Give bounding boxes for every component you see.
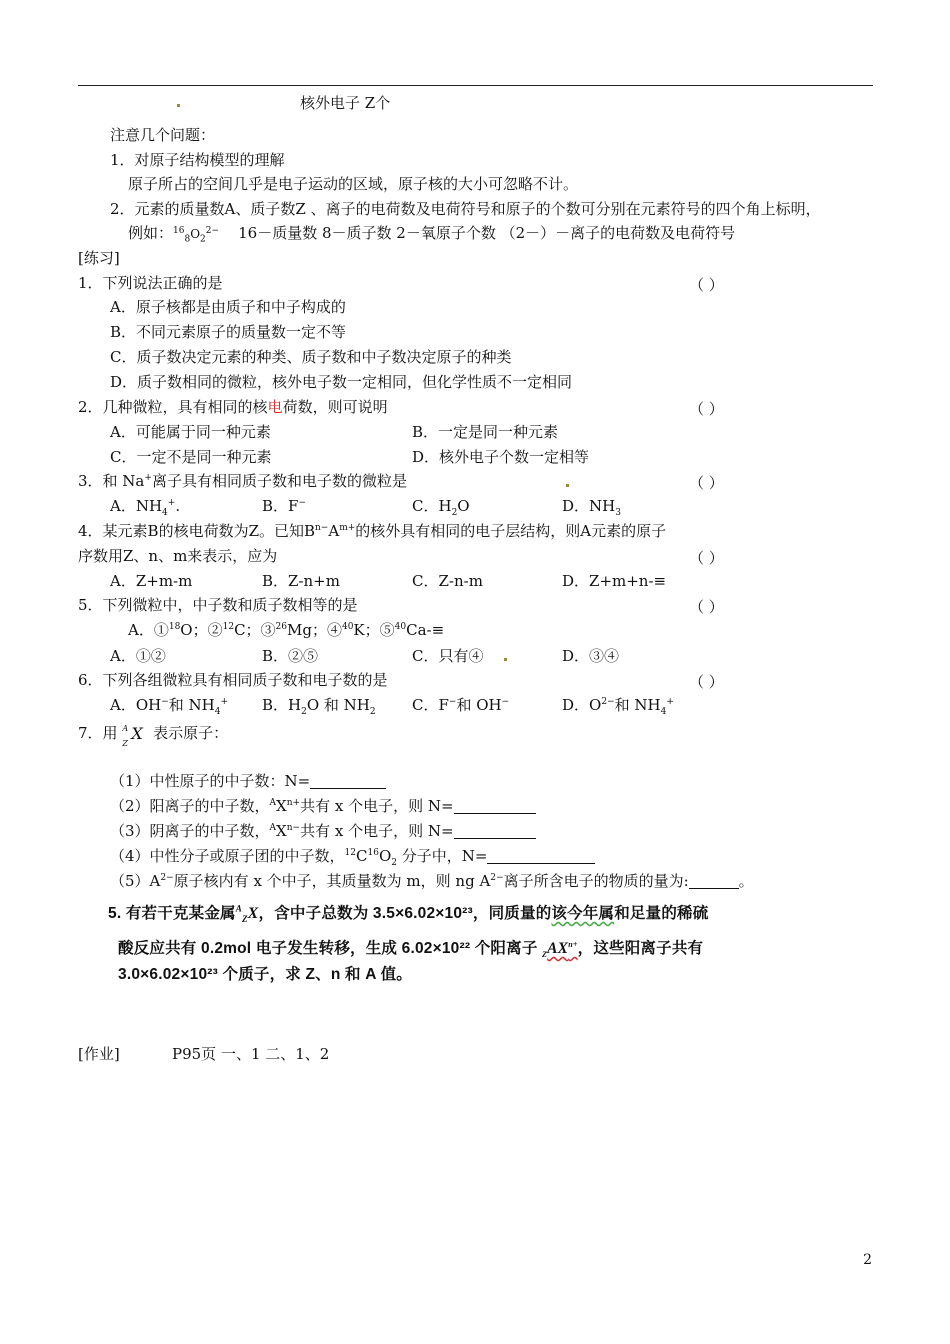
q3-stem: 3．和 Na+离子具有相同质子数和电子数的微粒是: [78, 472, 407, 490]
q4-stem-line2: 序数用Z、n、m来表示，应为: [78, 547, 278, 565]
note-1-body: 原子所占的空间几乎是电子运动的区域，原子核的大小可忽略不计。: [128, 175, 579, 193]
speck: [566, 484, 569, 487]
q1-option-c[interactable]: C．质子数决定元素的种类、质子数和中子数决定原子的种类: [110, 348, 512, 366]
homework-text: P95页 一、1 二、1、2: [172, 1045, 330, 1063]
bold-problem-line-2: 酸反应共有 0.2mol 电子发生转移，生成 6.02×10²² 个阳离子 $_ZAX^{n+}$，这些阳离子共有: [118, 939, 704, 960]
q1-option-b[interactable]: B．不同元素原子的质量数一定不等: [110, 323, 347, 341]
q5-option-a[interactable]: A．①②: [110, 647, 166, 665]
q7-answer-4[interactable]: [487, 849, 595, 864]
speck: [504, 658, 507, 661]
header-text: 核外电子 Z个: [300, 94, 391, 112]
q7-answer-1[interactable]: [310, 774, 386, 789]
q7-answer-3[interactable]: [454, 824, 536, 839]
q5-option-c[interactable]: C．只有④: [412, 647, 484, 665]
q7-answer-2[interactable]: [454, 799, 536, 814]
q6-answer-blank[interactable]: （ ）: [689, 673, 724, 691]
nuclide-symbol: A Z X: [122, 724, 143, 748]
q3-option-a[interactable]: A．$NH_4^+$.: [110, 497, 181, 518]
q6-option-a[interactable]: A．OH−和 $NH_4^+$: [110, 696, 229, 717]
practice-label: [练习]: [78, 249, 120, 267]
q1-answer-blank[interactable]: （ ）: [689, 276, 724, 294]
q4-stem: 4．某元素B的核电荷数为Z。已知$B^{n-}A^{m+}$的核外具有相同的电子层结构，则A元素的原子: [78, 522, 667, 540]
notes-title: 注意几个问题：: [110, 126, 216, 144]
q7-sub-4: （4）中性分子或原子团的中子数，$^{12}C^{16}O_2$ 分子中，N=: [110, 847, 595, 865]
q3-option-d[interactable]: D．$NH_3$: [562, 497, 621, 518]
page-number: 2: [863, 1252, 872, 1268]
q2-option-a[interactable]: A．可能属于同一种元素: [110, 423, 271, 441]
q3-option-b[interactable]: B．F−: [262, 497, 306, 515]
q1-stem: 1．下列说法正确的是: [78, 274, 223, 292]
q5-particle-list: A．①$^{18}$O；②$^{12}$C；③$^{26}$Mg；④$^{40}$K；⑤$^{40}$Ca-≡: [128, 621, 445, 639]
q5-option-d[interactable]: D．③④: [562, 647, 620, 665]
q7-sub-3: （3）阴离子的中子数，$^AX^{n-}$共有 x 个电子，则 N=: [110, 822, 536, 840]
q3-option-c[interactable]: C．$H_2O$: [412, 497, 470, 518]
q2-answer-blank[interactable]: （ ）: [689, 400, 724, 418]
q1-option-a[interactable]: A．原子核都是由质子和中子构成的: [110, 298, 346, 316]
q6-option-d[interactable]: D．$O^{2-}$和 $NH_4^+$: [562, 696, 674, 717]
q5-stem: 5．下列微粒中，中子数和质子数相等的是: [78, 596, 358, 614]
q5-answer-blank[interactable]: （ ）: [689, 598, 724, 616]
q4-option-c[interactable]: C．Z-n-m: [412, 572, 483, 590]
header-rule: [78, 85, 873, 86]
note-2-example: 例如：$^{16}_8O_2^{2-}$ 16－质量数 8－质子数 2－氧原子个数 （2－）－离子的电荷数及电荷符号: [128, 224, 736, 245]
q2-option-b[interactable]: B．一定是同一种元素: [412, 423, 559, 441]
note-1: 1．对原子结构模型的理解: [110, 151, 285, 169]
q5-option-b[interactable]: B．②⑤: [262, 647, 319, 665]
speck: [177, 104, 180, 107]
bold-problem-line-3: 3.0×6.02×10²³ 个质子，求 Z、n 和 A 值。: [118, 966, 412, 983]
q4-option-a[interactable]: A．Z+m-m: [110, 572, 193, 590]
q3-answer-blank[interactable]: （ ）: [689, 474, 724, 492]
note-2: 2．元素的质量数A、质子数Z 、离子的电荷数及电荷符号和原子的个数可分别在元素符号的四个角上标明，: [110, 200, 821, 218]
q2-option-c[interactable]: C．一定不是同一种元素: [110, 448, 272, 466]
q7-sub-2: （2）阳离子的中子数，$^AX^{n+}$共有 x 个电子，则 N=: [110, 797, 536, 815]
bold-problem-line-1: 5. 有若干克某金属$^A_Z$X，含中子总数为 3.5×6.02×10²³，同质量的该今年属和足量的稀硫: [108, 903, 709, 925]
q7-sub-1: （1）中性原子的中子数：N=: [110, 772, 386, 790]
q7-sub-5: $(5)A^{2-}$原子核内有 x 个中子，其质量数为 m，则 ng $A^{2-}$离子所含电子的物质的量为: 。: [110, 872, 754, 890]
q4-option-d[interactable]: D．Z+m+n-≡: [562, 572, 667, 590]
q6-option-b[interactable]: B．$H_2O$ 和 $NH_2$: [262, 696, 376, 717]
q6-stem: 6．下列各组微粒具有相同质子数和电子数的是: [78, 671, 388, 689]
q7-stem: 7．用 A Z X 表示原子：: [78, 724, 229, 748]
q4-option-b[interactable]: B．Z-n+m: [262, 572, 340, 590]
homework-label: [作业]: [78, 1045, 120, 1063]
q7-answer-5[interactable]: [689, 874, 739, 889]
q2-option-d[interactable]: D．核外电子个数一定相等: [412, 448, 590, 466]
q1-option-d[interactable]: D．质子数相同的微粒，核外电子数一定相同，但化学性质不一定相同: [110, 373, 573, 391]
q6-option-c[interactable]: C．F−和 OH−: [412, 696, 510, 714]
q4-answer-blank[interactable]: （ ）: [689, 549, 724, 567]
q2-stem: 2．几种微粒，具有相同的核电荷数，则可说明: [78, 398, 388, 416]
